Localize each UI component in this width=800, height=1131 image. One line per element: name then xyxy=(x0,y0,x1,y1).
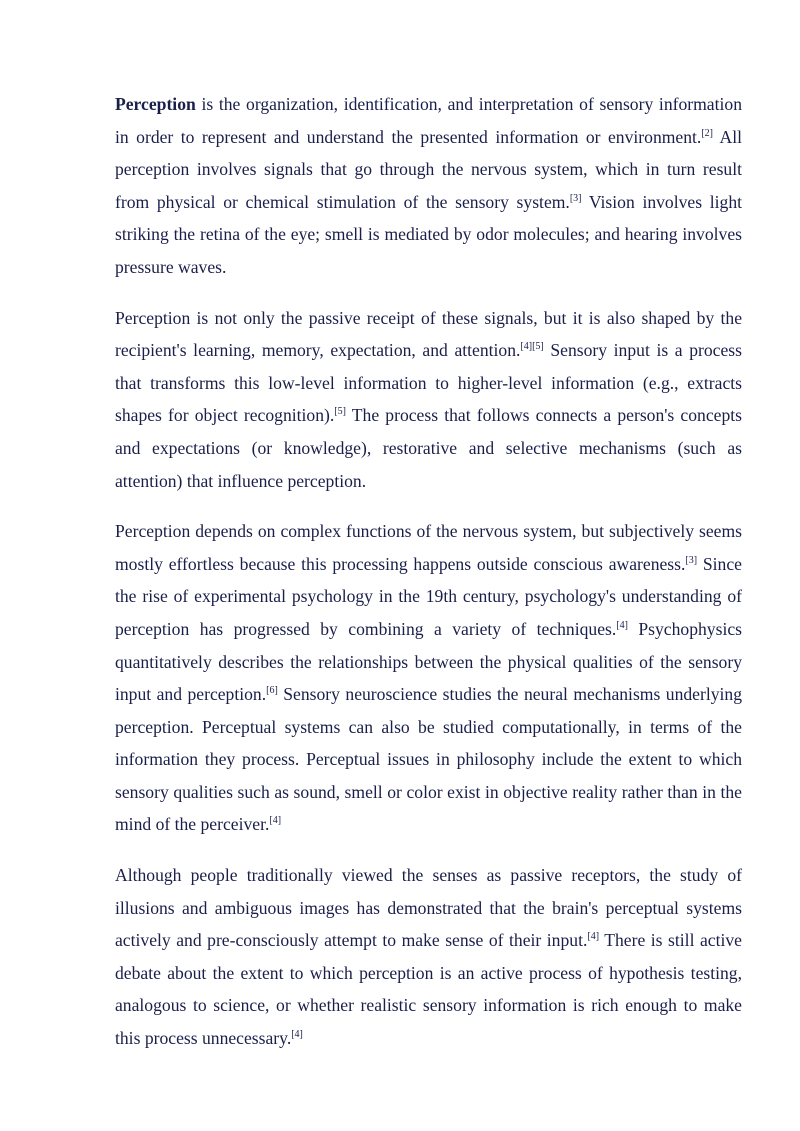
citation-ref[interactable]: [2] xyxy=(701,127,713,139)
paragraph-2 xyxy=(115,302,742,498)
paragraph-text: Sensory neuroscience studies the neural mechanisms underlying perception. Perceptual systems can also be studied computationally, in terms of the information they process. Perceptual issues in philosophy include the extent to which sensory qualities such as sound, smell or color exist in objective reality rather than in the mind of the perceiver. xyxy=(115,684,743,835)
paragraph-4 xyxy=(115,859,742,1055)
citation-ref[interactable]: [3] xyxy=(685,554,698,566)
citation-ref[interactable]: [4] xyxy=(587,931,600,943)
term-perception: Perception xyxy=(115,94,196,114)
paragraph-text: Since the rise of experimental psychology in the 19th century, psychology's understanding of perception has progressed by combining a variety of techniques. xyxy=(115,553,742,639)
paragraph-text: There is still active debate about the extent to which perception is an active process of hypothesis testing, analogous to science, or whether realistic sensory information is rich enough to make this process unnecessary. xyxy=(115,930,742,1049)
paragraph-text: Although people traditionally viewed the senses as passive receptors, the study of illusions and ambiguous images has demonstrated that the brain's perceptual systems actively and pre-consciously attempt to make sense of their input. xyxy=(115,865,742,951)
paragraph-1 xyxy=(115,88,742,284)
paragraph-text: Psychophysics quantitatively describes the relationships between the physical qualities of the sensory input and perception. xyxy=(115,618,742,705)
paragraph-text: Vision involves light striking the retina of the eye; smell is mediated by odor molecules; and hearing involves pressure waves. xyxy=(115,191,743,277)
citation-ref[interactable]: [4][5] xyxy=(520,341,544,353)
citation-ref[interactable]: [4] xyxy=(291,1029,303,1041)
citation-ref[interactable]: [3] xyxy=(569,192,582,204)
paragraph-text: Sensory input is a process that transforms this low-level information to higher-level information (e.g., extracts shapes for object recognition). xyxy=(115,340,742,426)
citation-ref[interactable]: [4] xyxy=(269,815,282,827)
paragraph-text: The process that follows connects a person's concepts and expectations (or knowledge), restorative and selective mechanisms (such as attention) that influence perception. xyxy=(115,405,742,491)
paragraph-text: Perception is not only the passive receipt of these signals, but it is also shaped by the recipient's learning, memory, expectation, and attention. xyxy=(115,307,742,361)
paragraph-text: Perception depends on complex functions of the nervous system, but subjectively seems mostly effortless because this processing happens outside conscious awareness. xyxy=(115,521,742,574)
paragraph-text: is the organization, identification, and interpretation of sensory information in order to represent and understand the presented information or environment. xyxy=(115,94,742,147)
paragraph-3 xyxy=(115,515,742,841)
paragraph-text: All perception involves signals that go through the nervous system, which in turn result from physical or chemical stimulation of the sensory system. xyxy=(115,126,742,212)
document-body xyxy=(115,88,742,1073)
citation-ref[interactable]: [4] xyxy=(616,619,628,631)
citation-ref[interactable]: [5] xyxy=(334,406,346,418)
citation-ref[interactable]: [6] xyxy=(266,685,278,697)
